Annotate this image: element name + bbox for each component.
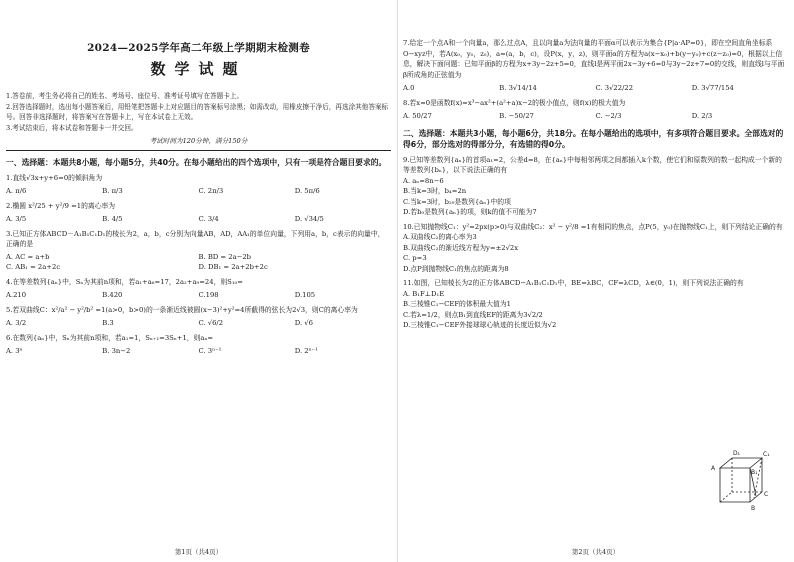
cube-figure [710,446,780,514]
page-1-column [0,40,397,357]
option-b: B.420 [102,291,123,299]
option-b: B. π/3 [102,187,123,195]
option-a: A. 3/5 [6,215,27,223]
label-b: B [751,505,756,512]
option-d: D. 2ⁿ⁻¹ [294,347,318,355]
question-11-stem: 11.如图，已知棱长为2的正方体ABCD−A₁B₁C₁D₁中，BE=λBC，CF=λCD，λ∈(0，1)，则下列说法正确的有 [403,279,744,287]
label-a: A [711,465,716,472]
option-c: C. 3√22/22 [595,84,634,92]
question-9-option-d: D.若b₀是数列{aₙ}的项，则k的值不可能为7 [403,208,537,216]
question-1-options [6,186,391,197]
option-d: D. √6 [294,319,313,327]
question-2-stem: 2.椭圆 x²/25 + y²/9 =1的离心率为 [6,201,116,210]
question-10-option-b: B.双曲线C₂的渐近线方程为y=±2√2x [403,243,519,252]
question-6-stem: 6.在数列{aₙ}中，Sₙ为其前n项和，若a₁=1，Sₙ₊₁=3Sₙ+1，则aₙ= [6,333,214,342]
question-4-options [6,290,391,301]
question-3-stem: 3.已知正方体ABCD－A₁B₁C₁D₁的棱长为2，a，b，c分别为向量AB，AD，AA₁的单位向量，下列用a，b，c表示的向量中，正确的是 [6,229,385,248]
label-d1: D₁ [733,450,741,457]
question-8-stem: 8.若x=0是函数f(x)=x³−ax²+(a²+a)x−2的极小值点，则f(x)的极大值为 [403,98,626,107]
question-2-options [6,214,391,225]
exam-subtitle: 数学试题 [150,60,247,78]
section-1-heading: 一、选择题：本题共8小题，每小题5分，共40分。在每小题给出的四个选项中，只有一项是符合题目要求的。 [6,158,387,167]
option-d: D. DB₁ = 2a+2b+2c [198,263,268,271]
instruction-2: 2.回答选择题时，选出每小题答案后，用铅笔把答题卡上对应题目的答案标号涂黑；如需改动，用橡皮擦干净后，再选涂其他答案标号。回答非选择题时，将答案写在答题卡上，写在本试卷上无效。 [6,102,389,121]
option-b: B. BD = 2a−2b [198,252,252,261]
section-2-heading: 二、选择题：本题共3小题，每小题6分，共18分。在每小题给出的选项中，有多项符合题目要求。全部选对的得6分，部分选对的得部分分，有选错的得0分。 [403,128,784,149]
question-8-options [403,111,788,122]
label-c1: C₁ [763,451,770,458]
page-2 [397,0,794,562]
instructions [6,91,391,133]
question-10-option-a: A.双曲线C₂的离心率为3 [403,233,477,241]
question-10-option-d: D.点P到抛物线C₁的焦点的距离为8 [403,264,509,273]
option-d: D. 5π/6 [294,187,320,195]
instruction-1: 1.答卷前，考生务必将自己的姓名、考场号、座位号、准考证号填写在答题卡上。 [6,92,244,100]
option-a: A. 3ⁿ [6,347,23,355]
option-c: C. √6/2 [198,319,224,327]
option-b: B. 3n−2 [102,347,131,355]
question-9-option-b: B.当k=3时，b₄=2n [403,187,467,195]
question-11-option-b: B.三棱锥C₁−CEF的体积最大值为1 [403,300,511,308]
option-c: C. −2/3 [595,112,622,120]
question-6-options [6,346,391,357]
page-2-column [397,34,794,331]
option-d: D. 3√77/154 [691,84,734,92]
exam-info: 考试时间为120分钟，满分150分 [149,137,248,145]
question-10-stem: 10.已知抛物线C₁：y²=2px(p>0)与双曲线C₂：x² − y²/8 =1有相同的焦点，点P(5，y₀)在抛物线C₁上，则下列结论正确的有 [403,222,783,231]
question-5-options [6,318,391,329]
option-c: C. 3/4 [198,215,219,223]
question-4-stem: 4.在等差数列{aₙ}中，Sₙ为其前n项和，若a₁+a₆=17，2a₂+a₉=24，则S₁₀= [6,277,243,286]
option-c: C.198 [198,291,219,299]
option-d: D.105 [294,291,316,299]
option-a: A. 3/2 [6,319,27,327]
question-7-stem: 7.给定一个点A和一个向量a，那么过点A，且以向量a为法向量的平面α可以表示为集合{P|a·AP=0}，即在空间直角坐标系O−xyz中，若A(x₀，y₀，z₀)，a=(a，b，c)，设P(x，y，z)，则平面α的方程为a(x−x₀)+b(y−y₀)+c(z−z₀)=0，根据以上信息，解决下面问题：已知平面β的方程为x+3y−2z+5=0，直线l是两平面2x−3y+6=0与3y−2z+7=0的交线，则直线l与平面β所成角的正弦值为 [403,39,785,79]
question-5-stem: 5.若双曲线C：x²/a² − y²/b² =1(a>0，b>0)的一条渐近线被圆(x−3)²+y²=4所截得的弦长为2√3，则C的离心率为 [6,305,358,314]
label-c: C [764,491,769,498]
option-b: B. −50/27 [499,112,534,120]
question-9-stem: 9.已知等差数列{aₙ}的首项a₁=2，公差d=8，在{aₙ}中每相邻两项之间都插入k个数，使它们和原数列的数一起构成一个新的等差数列{bₙ}，以下说法正确的有 [403,155,782,174]
option-a: A. 50/27 [403,112,432,120]
question-9-option-c: C.当k=3时，b₂₉是数列{aₙ}中的项 [403,197,511,206]
option-d: D. √34/5 [294,215,324,223]
question-11-option-c: C.若λ=1/2，则点B₁到直线EF的距离为3√2/2 [403,310,543,319]
question-11-option-d: D.三棱锥C₁−CEF外接球球心轨迹的长度近似为√2 [403,321,557,329]
option-a: A. π/6 [6,187,27,195]
question-9-option-a: A. aₙ=8n−6 [403,176,444,185]
option-b: B. 3√14/14 [499,84,537,92]
option-c: C. 2π/3 [198,187,224,195]
page-2-footer: 第2页（共4页） [571,548,620,556]
option-a: A. AC = a+b [6,252,50,261]
page-1-footer: 第1页（共4页） [174,548,223,556]
instruction-3: 3.考试结束后，将本试卷和答题卡一并交回。 [6,123,138,132]
option-b: B.3 [102,319,114,327]
option-c: C. 3ⁿ⁻¹ [198,347,222,355]
option-a: A.0 [403,84,415,92]
label-b1: B₁ [751,469,758,476]
question-1-stem: 1.直线√3x+y+6=0的倾斜角为 [6,173,103,182]
divider [6,150,391,151]
option-a: A.210 [6,291,27,299]
question-10-option-c: C. p=3 [403,254,427,262]
question-11-option-a: A. B₁F⊥D₁E [403,289,445,298]
option-d: D. 2/3 [691,112,713,120]
exam-title: 2024—2025学年高二年级上学期期末检测卷 [87,42,310,54]
question-3-options [6,252,391,273]
option-b: B. 4/5 [102,215,123,223]
question-7-options [403,83,788,94]
option-c: C. AB₁ = 2a+2c [6,263,61,271]
